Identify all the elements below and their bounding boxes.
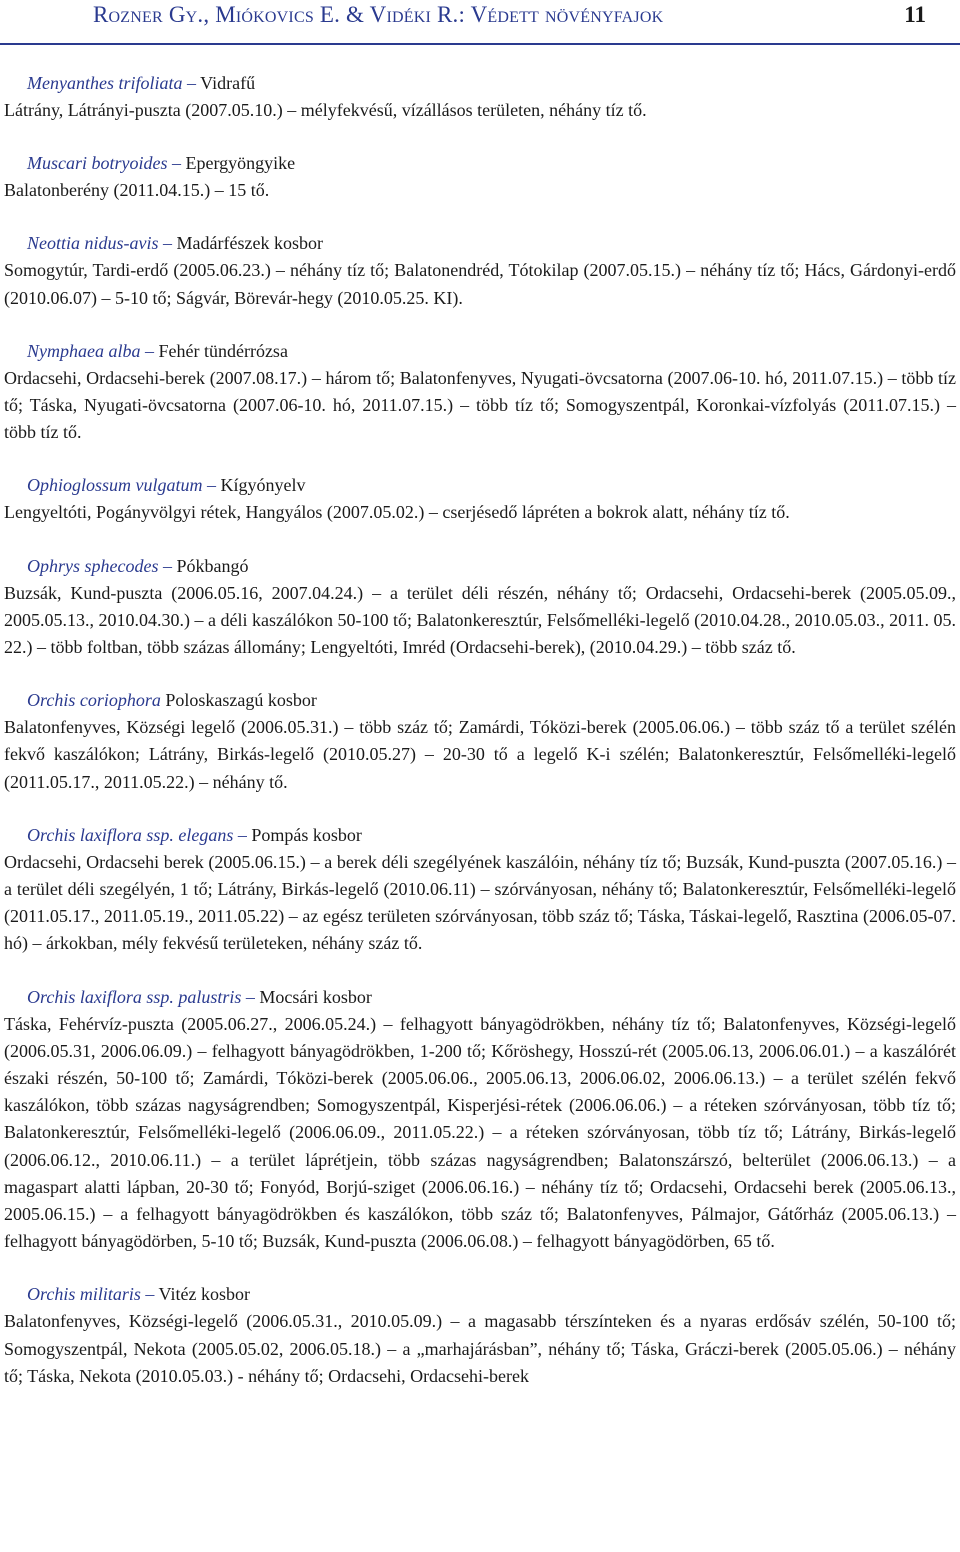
hungarian-name: Vitéz kosbor [158, 1284, 250, 1305]
species-heading: Ophioglossum vulgatum – Kígyónyelv [27, 475, 306, 496]
occurrence-text: Lengyeltóti, Pogányvölgyi rétek, Hangyálos (2007.05.02.) – cserjésedő lápréten a bokrok alatt, néhány tíz tő. [4, 502, 790, 523]
species-heading [4, 687, 956, 714]
species-heading: Menyanthes trifoliata – Vidrafű [27, 73, 256, 93]
hungarian-name: Pókbangó [176, 555, 249, 576]
occurrence-text: Ordacsehi, Ordacsehi-berek (2007.08.17.) – három tő; Balatonfenyves, Nyugati-övcsatorna (2007.06-10. hó, 2011.07.15.) – több tíz tő; Táska, Nyugati-övcsatorna (2007.06-10. hó, 2011.07.15.) – több tíz tő; Somogyszentpál, Koronkai-vízfolyás (2011.07.15.) – több tíz tő. [4, 367, 956, 443]
occurrence-text: Balatonberény (2011.04.15.) – 15 tő. [4, 180, 270, 201]
species-entry [4, 553, 956, 662]
occurrence-text: Balatonfenyves, Községi-legelő (2006.05.31., 2010.05.09.) – a magasabb térszínteken és a nyaras erdősáv szélén, 50-100 tő; Somogyszentpál, Nekota (2005.05.02, 2006.05.18.) – a „marhajárásban”, néhány tő; Táska, Gráczi-berek (2005.05.06.) – néhány tő; Táska, Nekota (2010.05.03.) - néhány tő; Ordacsehi, Ordacsehi-berek [4, 1311, 956, 1386]
page-number: 11 [904, 2, 926, 27]
latin-name: Orchis laxiflora ssp. elegans [27, 824, 234, 845]
running-header [93, 2, 948, 38]
species-entry [4, 1281, 956, 1390]
hungarian-name: Vidrafű [200, 73, 256, 93]
species-list [4, 70, 956, 1416]
species-heading: Nymphaea alba – Fehér tündérrózsa [27, 340, 288, 361]
species-heading: Ophrys sphecodes – Pókbangó [27, 555, 249, 576]
species-entry [4, 822, 956, 958]
header-rule [0, 43, 960, 45]
latin-name: Orchis militaris [27, 1284, 141, 1305]
latin-name: Neottia nidus-avis [27, 233, 159, 254]
hungarian-name: Mocsári kosbor [259, 986, 372, 1007]
species-heading: Orchis laxiflora ssp. palustris – Mocsári kosbor [27, 986, 372, 1007]
occurrence-text: Somogytúr, Tardi-erdő (2005.06.23.) – néhány tíz tő; Balatonendréd, Tótokilap (2007.05.15.) – néhány tíz tő; Hács, Gárdonyi-erdő (2010.06.07) – 5-10 tő; Ságvár, Börevár-hegy (2010.05.25. KI). [4, 260, 956, 308]
occurrence-text: Táska, Fehérvíz-puszta (2005.06.27., 2006.05.24.) – felhagyott bányagödrökben, néhány tíz tő; Balatonfenyves, Községi-legelő (2006.05.31, 2006.06.09.) – felhagyott bányagödrökben, 1-200 tő; Kőröshegy, Hosszú-rét (2005.06.13, 2006.06.01.) – a kaszálórét északi részén, 50-100 tő; Zamárdi, Tóközi-berek (2005.06.06., 2005.06.13, 2006.06.02, 2006.06.13.) – a terület szélén fekvő kaszálókon, több százas nagyságrendben; Somogyszentpál, Kisperjési-rétek (2006.06.06.) – a réteken szórványosan, több tíz tő; Balatonkeresztúr, Felsőmelléki-legelő (2006.06.09., 2011.05.22.) – a réteken szórványosan, több tíz tő; Látrány, Birkás-legelő (2006.06.12., 2010.06.11.) – a terület láprétjein, több százas nagyságrendben; Balatonszárszó, belterület (2006.06.13.) – a magaspart alatti lápban, 20-30 tő; Fonyód, Borjú-sziget (2006.06.16.) – néhány tíz tő; Ordacsehi, Ordacsehi berek (2005.06.13., 2005.06.15.) – a felhagyott bányagödrökben és kaszálókon, több száz tő; Balatonfenyves, Pálmajor, Gátőrház (2005.06.13.) – felhagyott bányagödörben, 5-10 tő; Buzsák, Kund-puszta (2006.06.08.) – felhagyott bányagödörben, 65 tő. [4, 1013, 956, 1252]
hungarian-name: Epergyöngyike [185, 153, 296, 174]
species-entry [4, 687, 956, 796]
occurrence-text: Látrány, Látrányi-puszta (2007.05.10.) – mélyfekvésű, vízállásos területen, néhány tíz tő. [4, 100, 647, 120]
latin-name: Ophrys sphecodes [27, 555, 159, 576]
occurrence-text: Buzsák, Kund-puszta (2006.05.16, 2007.04.24.) – a terület déli részén, néhány tő; Ordacsehi, Ordacsehi-berek (2005.05.09., 2005.05.13., 2010.04.30.) – a déli kaszálókon 50-100 tő; Balatonkeresztúr, Felsőmelléki-legelő (2010.04.28., 2010.05.03., 2011. 05. 22.) – több foltban, több százas állomány; Lengyeltóti, Imréd (Ordacsehi-berek), (2010.04.29.) – több száz tő. [4, 582, 956, 658]
species-entry [4, 150, 956, 204]
hungarian-name: Kígyónyelv [220, 475, 306, 496]
occurrence-text: Ordacsehi, Ordacsehi berek (2005.06.15.) – a berek déli szegélyének kaszálóin, néhány tíz tő; Buzsák, Kund-puszta (2007.05.16.) – a terület déli szegélyén, 1 tő; Látrány, Birkás-legelő (2010.06.11) – szórványosan, néhány tő; Balatonkeresztúr, Felsőmelléki-legelő (2011.05.17., 2011.05.19., 2011.05.22) – az egész területen szórványosan, több száz tő; Táska, Táskai-legelő, Rasztina (2006.05-07. hó) – árkokban, mély fekvésű területeken, néhány száz tő. [4, 851, 956, 954]
species-entry [4, 984, 956, 1256]
latin-name: Nymphaea alba [27, 340, 141, 361]
species-entry [4, 338, 956, 447]
hungarian-name: Fehér tündérrózsa [158, 340, 288, 361]
species-entry [4, 472, 956, 526]
latin-name: Muscari botryoides [27, 153, 168, 174]
species-entry [4, 70, 956, 124]
latin-name: Orchis laxiflora ssp. palustris [27, 986, 242, 1007]
species-heading: Orchis militaris – Vitéz kosbor [27, 1284, 250, 1305]
species-entry [4, 230, 956, 311]
hungarian-name: Poloskaszagú kosbor [165, 690, 317, 711]
latin-name: Menyanthes trifoliata [27, 73, 183, 93]
hungarian-name: Pompás kosbor [251, 824, 362, 845]
latin-name: Ophioglossum vulgatum [27, 475, 203, 496]
occurrence-text: Balatonfenyves, Községi legelő (2006.05.31.) – több száz tő; Zamárdi, Tóközi-berek (2005.06.06.) – több száz tő a terület szélén fekvő kaszálókon; Látrány, Birkás-legelő (2010.05.27) – 20-30 tő a legelő K-i szélén; Balatonkeresztúr, Felsőmelléki-legelő (2011.05.17., 2011.05.22.) – néhány tő. [4, 717, 956, 792]
hungarian-name: Madárfészek kosbor [176, 233, 323, 254]
latin-name: Orchis coriophora [27, 690, 161, 711]
species-heading: Neottia nidus-avis – Madárfészek kosbor [27, 233, 323, 254]
running-title: Rozner Gy., Miókovics E. & Vidéki R.: Védett növényfajok [93, 2, 664, 27]
species-heading: Muscari botryoides – Epergyöngyike [27, 153, 296, 174]
species-heading: Orchis laxiflora ssp. elegans – Pompás kosbor [27, 824, 362, 845]
